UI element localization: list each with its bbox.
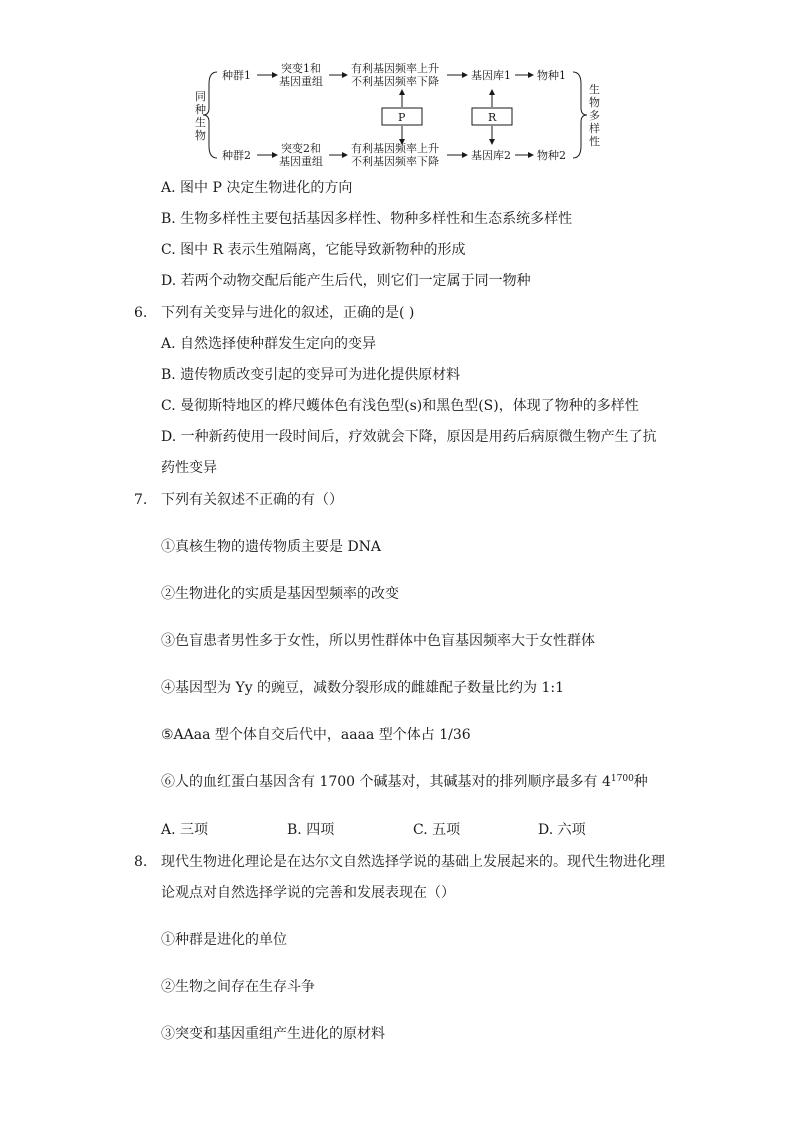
q6-option-d: D. 一种新药使用一段时间后，疗效就会下降，原因是用药后病原微生物产生了抗: [161, 429, 657, 445]
q6-number: 6.: [134, 305, 148, 321]
mut1-a: 突变1和: [281, 62, 321, 75]
q7-option-d: D. 六项: [538, 822, 586, 838]
left-label-2: 生: [195, 116, 206, 129]
left-label-0: 同: [195, 90, 206, 103]
species2-label: 物种2: [537, 149, 566, 162]
freq1-a: 有利基因频率上升: [351, 62, 439, 75]
freq2-a: 有利基因频率上升: [351, 142, 439, 155]
q8-item-1: ①种群是进化的单位: [161, 932, 287, 948]
q6-option-a: A. 自然选择使种群发生定向的变异: [161, 336, 377, 352]
q7-item-6-end: 种: [633, 774, 648, 790]
q7-item-2: ②生物进化的实质是基因型频率的改变: [161, 586, 399, 602]
q7-item-6-text: ⑥人的血红蛋白基因含有 1700 个碱基对，其碱基对的排列顺序最多有 4: [161, 774, 611, 790]
right-brace: [573, 72, 587, 158]
pop2-label: 种群2: [222, 149, 251, 162]
r-box-label: R: [488, 111, 497, 124]
q7-item-4: ④基因型为 Yy 的豌豆，减数分裂形成的雌雄配子数量比约为 1:1: [161, 680, 565, 696]
mut2-a: 突变2和: [281, 142, 321, 155]
q5-option-d: D. 若两个动物交配后能产生后代，则它们一定属于同一物种: [161, 273, 531, 289]
right-label-2: 多: [589, 109, 600, 122]
q6-option-b: B. 遗传物质改变引起的变异可为进化提供原材料: [161, 367, 461, 383]
right-label-1: 物: [589, 96, 600, 109]
q7-item-6: [161, 772, 648, 792]
q5-option-a: A. 图中 P 决定生物进化的方向: [161, 180, 353, 196]
q6-option-d-cont: 药性变异: [161, 460, 217, 476]
evolution-diagram-svg: [195, 60, 610, 175]
p-box-label: P: [398, 111, 406, 124]
evolution-diagram: [195, 60, 610, 175]
q8-item-2: ②生物之间存在生存斗争: [161, 979, 315, 995]
q5-option-c: C. 图中 R 表示生殖隔离，它能导致新物种的形成: [161, 242, 466, 258]
q8-stem-line2: 论观点对自然选择学说的完善和发展表现在（）: [161, 885, 455, 901]
freq1-b: 不利基因频率下降: [351, 75, 439, 88]
q7-item-1: ①真核生物的遗传物质主要是 DNA: [161, 539, 382, 555]
left-label-1: 种: [195, 103, 206, 116]
q5-option-b: B. 生物多样性主要包括基因多样性、物种多样性和生态系统多样性: [161, 211, 573, 227]
pop1-label: 种群1: [222, 69, 251, 82]
mut2-b: 基因重组: [279, 155, 323, 168]
pool2-label: 基因库2: [471, 149, 511, 162]
q7-option-c: C. 五项: [413, 822, 461, 838]
q6-option-c: C. 曼彻斯特地区的桦尺蠖体色有浅色型(s)和黑色型(S)，体现了物种的多样性: [161, 398, 639, 414]
q8-number: 8.: [134, 854, 148, 870]
q7-item-6-sup: 1700: [610, 774, 634, 784]
right-label-0: 生: [589, 83, 600, 96]
species1-label: 物种1: [537, 69, 566, 82]
q7-number: 7.: [134, 492, 148, 508]
right-label-4: 性: [589, 135, 600, 148]
q8-item-3: ③突变和基因重组产生进化的原材料: [161, 1026, 385, 1042]
q8-stem-line1: 现代生物进化理论是在达尔文自然选择学说的基础上发展起来的。现代生物进化理: [161, 854, 665, 870]
freq2-b: 不利基因频率下降: [351, 155, 439, 168]
left-label-3: 物: [195, 129, 206, 142]
q7-option-b: B. 四项: [287, 822, 335, 838]
q6-stem: 下列有关变异与进化的叙述，正确的是( ): [161, 305, 415, 321]
right-label-3: 样: [589, 122, 600, 135]
q7-stem: 下列有关叙述不正确的有（）: [161, 492, 343, 508]
mut1-b: 基因重组: [279, 75, 323, 88]
q7-option-a: A. 三项: [161, 822, 209, 838]
q7-item-3: ③色盲患者男性多于女性，所以男性群体中色盲基因频率大于女性群体: [161, 633, 595, 649]
q7-item-5: ⑤AAaa 型个体自交后代中，aaaa 型个体占 1/36: [161, 727, 471, 743]
pool1-label: 基因库1: [471, 69, 511, 82]
